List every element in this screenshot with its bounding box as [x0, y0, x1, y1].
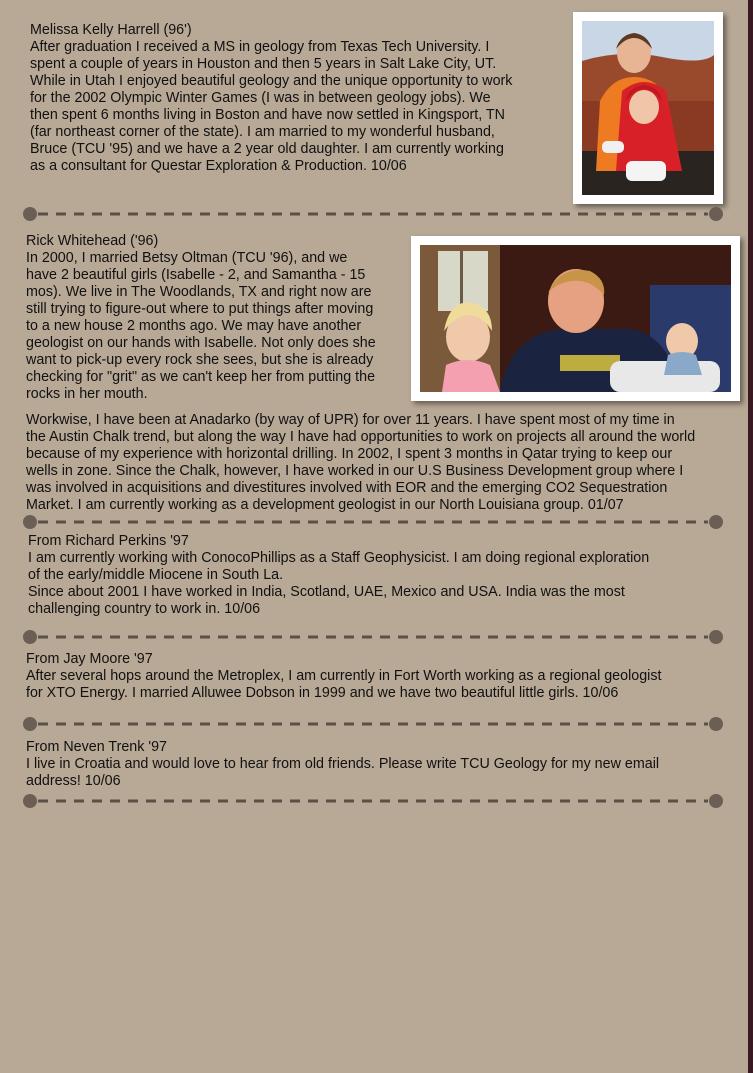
- entry-name-trenk: From Neven Trenk '97: [26, 739, 167, 755]
- section-divider: [22, 206, 726, 222]
- photo-frame-whitehead: [411, 236, 740, 401]
- section-divider: [22, 716, 726, 732]
- entry-name-perkins: From Richard Perkins '97: [28, 533, 189, 549]
- photo-woman-holding-baby: [582, 21, 714, 195]
- entry-text-trenk: I live in Croatia and would love to hear from old friends. Please write TCU Geology for my new email address! 10/06: [26, 756, 660, 789]
- entry-name-whitehead: Rick Whitehead ('96): [26, 233, 159, 249]
- entry-name-harrell: Melissa Kelly Harrell (96'): [30, 22, 192, 38]
- section-divider: [22, 793, 726, 809]
- photo-frame-harrell: [573, 12, 723, 204]
- section-divider: [22, 629, 726, 645]
- photo-man-with-two-children: [420, 245, 731, 392]
- entry-text-whitehead-work: Workwise, I have been at Anadarko (by way of UPR) for over 11 years. I have spent most of my time in the Austin Chalk trend, but along the way I have had opportunities to work on projects all around the world because of my experience with horizontal drilling. In 2002, I spent 3 months in Qatar trying to keep our wells in zone. Since the Chalk, however, I have worked in our U.S Business Development group where I was involved in acquisitions and divestitures involved with EOR and the emerging CO2 Sequestration Market. I am currently working as a development geologist in our North Louisiana group. 01/07: [26, 412, 696, 513]
- entry-text-whitehead: In 2000, I married Betsy Oltman (TCU '96), and we have 2 beautiful girls (Isabelle - 2, and Samantha - 15 mos). We live in The Woodlands, TX and right now are still trying to figure-out where to put things after moving to a new house 2 months ago. We may have another geologist on our hands with Isabelle. Not only does she want to pick-up every rock she sees, but she is already checking for "grit" as we can't keep her from putting the rocks in her mouth.: [26, 250, 376, 402]
- entry-text-perkins: I am currently working with ConocoPhillips as a Staff Geophysicist. I am doing regional exploration of the early/middle Miocene in South La. Since about 2001 I have worked in India, Scotland, UAE, Mexico and USA. India was the most challenging country to work in. 10/06: [28, 550, 650, 617]
- entry-name-moore: From Jay Moore '97: [26, 651, 153, 667]
- entry-text-harrell: After graduation I received a MS in geology from Texas Tech University. I spent a couple of years in Houston and then 5 years in Salt Lake City, UT. While in Utah I enjoyed beautiful geology and the unique opportunity to work for the 2002 Olympic Winter Games (I was in between geology jobs). We then spent 6 months living in Boston and have now settled in Kingsport, TN (far northeast corner of the state). I am married to my wonderful husband, Bruce (TCU '95) and we have a 2 year old daughter. I am currently working as a consultant for Questar Exploration & Production. 10/06: [30, 39, 513, 174]
- right-edge-bar: [748, 0, 753, 1073]
- entry-text-moore: After several hops around the Metroplex, I am currently in Fort Worth working as a regional geologist for XTO Energy. I married Alluwee Dobson in 1999 and we have two beautiful little girls. 10/06: [26, 668, 662, 701]
- section-divider: [22, 514, 726, 530]
